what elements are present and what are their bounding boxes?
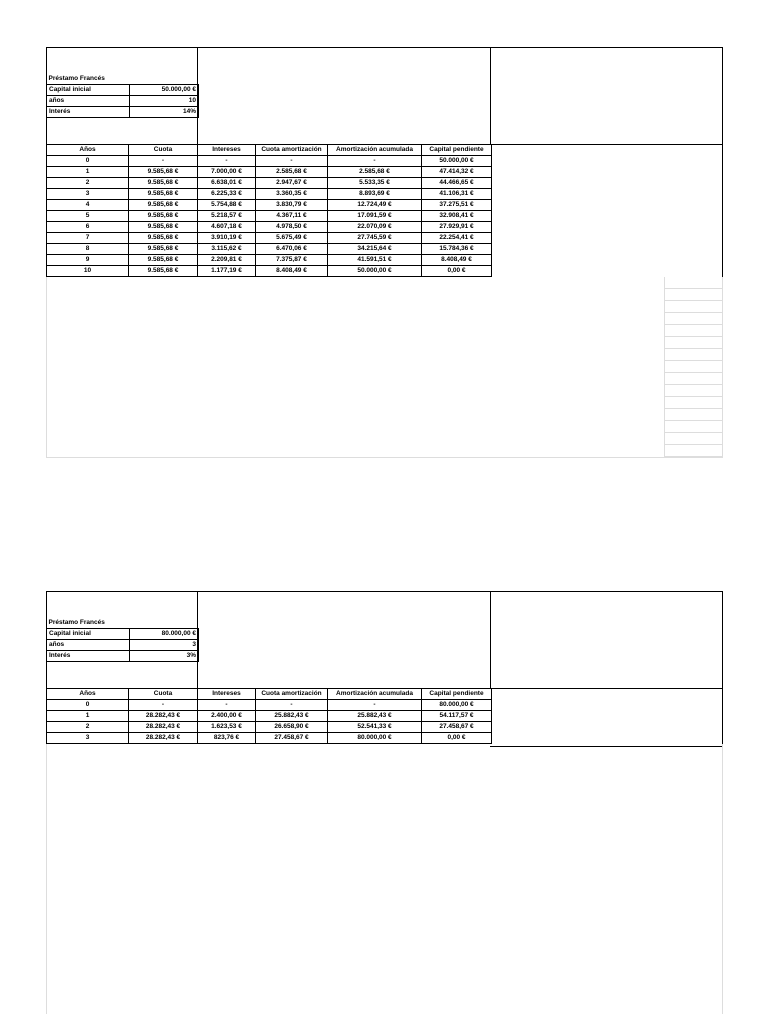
table-cell: 22.070,09 € [328, 222, 422, 233]
table-row [47, 733, 492, 744]
column-header: Capital pendiente [422, 145, 492, 156]
table-cell: 22.254,41 € [422, 233, 492, 244]
table-cell: 0,00 € [422, 266, 492, 277]
table-cell: 34.215,64 € [328, 244, 422, 255]
table-cell: 9.585,68 € [129, 222, 198, 233]
table-cell: 25.882,43 € [328, 711, 422, 722]
table-cell: 47.414,32 € [422, 167, 492, 178]
table-row [47, 222, 492, 233]
table-cell: 27.458,67 € [256, 733, 328, 744]
table-cell: 41.591,51 € [328, 255, 422, 266]
table-row [47, 711, 492, 722]
table-cell: 5.754,88 € [198, 200, 256, 211]
table-cell: 9.585,68 € [129, 255, 198, 266]
column-header: Amortización acumulada [328, 145, 422, 156]
table-cell: - [198, 700, 256, 711]
amortization-table [46, 144, 492, 277]
column-header: Capital pendiente [422, 689, 492, 700]
table-cell: 10 [47, 266, 129, 277]
table-row [47, 255, 492, 266]
table-cell: - [256, 700, 328, 711]
table-cell: 28.282,43 € [129, 733, 198, 744]
table-row [47, 233, 492, 244]
table-cell: 1.177,19 € [198, 266, 256, 277]
column-header: Intereses [198, 145, 256, 156]
table-cell: 4.367,11 € [256, 211, 328, 222]
table-cell: 8.408,49 € [256, 266, 328, 277]
table-cell: 80.000,00 € [328, 733, 422, 744]
empty-sheet-area [46, 744, 723, 1014]
table-cell: 1 [47, 167, 129, 178]
table-cell: - [129, 156, 198, 167]
table-cell: 0 [47, 156, 129, 167]
years-value: 3 [130, 640, 199, 651]
table-cell: 9.585,68 € [129, 200, 198, 211]
table-cell: 9.585,68 € [129, 244, 198, 255]
table-cell: 37.275,51 € [422, 200, 492, 211]
table-cell: 12.724,49 € [328, 200, 422, 211]
table-cell: 1 [47, 711, 129, 722]
table-cell: 9.585,68 € [129, 233, 198, 244]
years-value: 10 [130, 96, 199, 107]
table-cell: 9.585,68 € [129, 211, 198, 222]
column-header: Cuota amortización [256, 145, 328, 156]
table-row [47, 722, 492, 733]
years-label: años [47, 96, 130, 107]
table-cell: 27.929,91 € [422, 222, 492, 233]
column-header: Años [47, 689, 129, 700]
table-cell: 6.470,06 € [256, 244, 328, 255]
table-cell: 7.000,00 € [198, 167, 256, 178]
column-header: Amortización acumulada [328, 689, 422, 700]
table-cell: 3.360,35 € [256, 189, 328, 200]
table-cell: 25.882,43 € [256, 711, 328, 722]
table-row [47, 211, 492, 222]
table-cell: 8.893,69 € [328, 189, 422, 200]
loan-title: Préstamo Francés [48, 619, 105, 626]
column-header: Intereses [198, 689, 256, 700]
table-cell: 9.585,68 € [129, 266, 198, 277]
table-cell: 3 [47, 733, 129, 744]
loan-header-area [46, 591, 723, 688]
table-cell: 9.585,68 € [129, 167, 198, 178]
table-cell: 6 [47, 222, 129, 233]
table-cell: 80.000,00 € [422, 700, 492, 711]
table-cell: 50.000,00 € [328, 266, 422, 277]
table-cell: 7 [47, 233, 129, 244]
table-cell: 4.607,18 € [198, 222, 256, 233]
table-cell: 7.375,87 € [256, 255, 328, 266]
amortization-table [46, 688, 492, 744]
table-cell: - [328, 156, 422, 167]
table-cell: - [129, 700, 198, 711]
table-cell: 54.117,57 € [422, 711, 492, 722]
table-cell: 9.585,68 € [129, 178, 198, 189]
table-cell: 4.978,50 € [256, 222, 328, 233]
table-cell: 26.658,90 € [256, 722, 328, 733]
table-row [47, 244, 492, 255]
table-cell: 3.830,79 € [256, 200, 328, 211]
loan-sheet-1 [46, 47, 723, 458]
table-row [47, 700, 492, 711]
table-cell: 6.638,01 € [198, 178, 256, 189]
column-header: Cuota [129, 689, 198, 700]
table-cell: 41.106,31 € [422, 189, 492, 200]
capital-label: Capital inicial [47, 629, 130, 640]
table-cell: - [198, 156, 256, 167]
empty-sheet-area [46, 277, 723, 458]
table-cell: 52.541,33 € [328, 722, 422, 733]
capital-value: 50.000,00 € [130, 85, 199, 96]
table-cell: 8.408,49 € [422, 255, 492, 266]
table-cell: 2.400,00 € [198, 711, 256, 722]
column-header: Cuota [129, 145, 198, 156]
table-row [47, 189, 492, 200]
table-cell: 27.458,67 € [422, 722, 492, 733]
table-cell: 3 [47, 189, 129, 200]
table-cell: 15.784,36 € [422, 244, 492, 255]
table-cell: 32.908,41 € [422, 211, 492, 222]
table-cell: 0,00 € [422, 733, 492, 744]
table-cell: 6.225,33 € [198, 189, 256, 200]
interest-value: 3% [130, 651, 199, 662]
table-cell: 44.466,65 € [422, 178, 492, 189]
table-cell: 28.282,43 € [129, 722, 198, 733]
table-cell: 4 [47, 200, 129, 211]
loan-parameters-table [46, 74, 199, 118]
table-header-row [47, 689, 492, 700]
table-cell: 2.209,81 € [198, 255, 256, 266]
table-cell: 2 [47, 722, 129, 733]
table-cell: 5.218,57 € [198, 211, 256, 222]
interest-label: Interés [47, 107, 130, 118]
table-cell: 1.623,53 € [198, 722, 256, 733]
interest-value: 14% [130, 107, 199, 118]
table-row [47, 200, 492, 211]
loan-title: Préstamo Francés [48, 75, 105, 82]
table-cell: 0 [47, 700, 129, 711]
table-cell: 27.745,59 € [328, 233, 422, 244]
table-cell: 5.533,35 € [328, 178, 422, 189]
table-cell: 28.282,43 € [129, 711, 198, 722]
table-cell: 9.585,68 € [129, 189, 198, 200]
table-cell: 2.947,67 € [256, 178, 328, 189]
table-cell: 5.675,49 € [256, 233, 328, 244]
table-row [47, 266, 492, 277]
capital-label: Capital inicial [47, 85, 130, 96]
table-cell: 2.585,68 € [328, 167, 422, 178]
column-header: Años [47, 145, 129, 156]
capital-value: 80.000,00 € [130, 629, 199, 640]
table-cell: - [256, 156, 328, 167]
loan-sheet-2 [46, 591, 723, 1014]
interest-label: Interés [47, 651, 130, 662]
table-cell: 8 [47, 244, 129, 255]
loan-parameters-table [46, 618, 199, 662]
table-cell: 50.000,00 € [422, 156, 492, 167]
table-row [47, 178, 492, 189]
table-cell: 3.115,62 € [198, 244, 256, 255]
table-cell: 2.585,68 € [256, 167, 328, 178]
table-cell: 3.910,19 € [198, 233, 256, 244]
loan-header-area [46, 47, 723, 144]
table-cell: - [328, 700, 422, 711]
table-cell: 9 [47, 255, 129, 266]
years-label: años [47, 640, 130, 651]
table-header-row [47, 145, 492, 156]
table-cell: 17.091,59 € [328, 211, 422, 222]
table-cell: 5 [47, 211, 129, 222]
column-header: Cuota amortización [256, 689, 328, 700]
sheet-gridlines [664, 277, 723, 457]
table-cell: 823,76 € [198, 733, 256, 744]
table-cell: 2 [47, 178, 129, 189]
table-row [47, 167, 492, 178]
table-row [47, 156, 492, 167]
